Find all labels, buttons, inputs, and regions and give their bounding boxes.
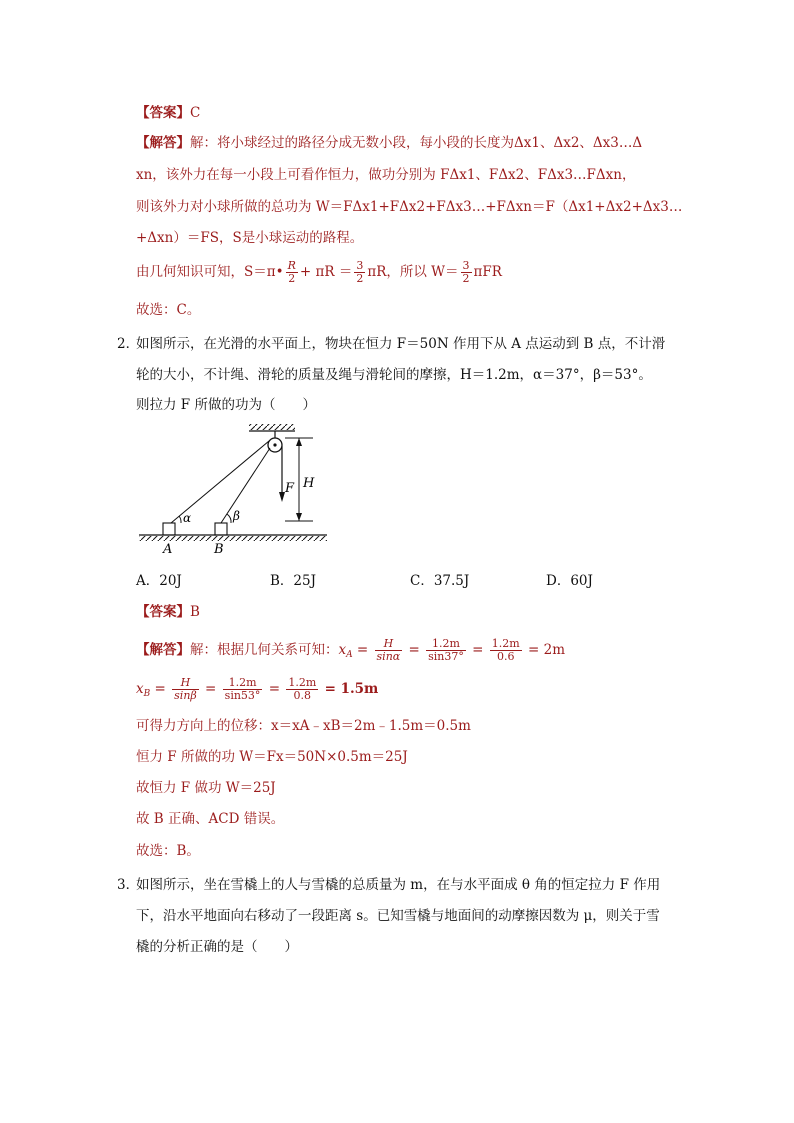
q1-final-answer: 故选：C。 — [136, 302, 201, 318]
q2-final-answer: 故选：B。 — [136, 843, 200, 859]
fraction: $\frac{H}{\sin\beta}$ — [174, 676, 197, 702]
q1-solution-line-2: xn，该外力在每一小段上可看作恒力，做功分别为 FΔx1、FΔx2、FΔx3…FΔxn， — [136, 167, 636, 183]
rope-to-b — [221, 448, 270, 523]
q3-stem-line-1: 如图所示，坐在雪橇上的人与雪橇的总质量为 m，在与水平面成 θ 角的恒定拉力 F 作用 — [136, 877, 661, 893]
q2-solution-line-5: 故恒力 F 做功 W＝25J — [136, 780, 276, 796]
q2-stem-line-2: 轮的大小，不计绳、滑轮的质量及绳与滑轮间的摩擦，H＝1.2m，α＝37°，β＝53°。 — [136, 367, 652, 383]
q1-solution-line-1: 【解答】解：将小球经过的路径分成无数小段，每小段的长度为Δx1、Δx2、Δx3…Δ — [136, 135, 643, 151]
q2-answer-line — [136, 602, 200, 622]
choice-b: B．25J — [270, 573, 317, 589]
q2-stem-line-1: 如图所示，在光滑的水平面上，物块在恒力 F＝50N 作用下从 A 点运动到 B 点，不计滑 — [136, 336, 666, 352]
alpha-label: α — [183, 511, 192, 525]
alpha-arc — [179, 516, 181, 523]
solution-tag: 【解答】 — [136, 642, 190, 658]
pulley-diagram — [135, 420, 335, 560]
fraction: $\frac{R}{2}$ — [287, 259, 296, 285]
answer-value: C — [190, 105, 201, 121]
q2-solution-line-6: 故 B 正确、ACD 错误。 — [136, 811, 285, 827]
fraction: $\frac{1.2m}{\sin 37^\circ}$ — [428, 637, 464, 663]
ground-hatch — [139, 536, 327, 541]
q1-solution-line-3: 则该外力对小球所做的总功为 W＝FΔx1+FΔx2+FΔx3…+FΔxn＝F（Δx1+Δx2+Δx3… — [136, 199, 683, 215]
q2-solution-line-3: 可得力方向上的位移：x＝xA﹣xB＝2m﹣1.5m＝0.5m — [136, 718, 471, 734]
h-arrow-up — [296, 438, 302, 446]
fraction: $\frac{1.2m}{0.6}$ — [491, 637, 520, 663]
fraction: $\frac{1.2m}{\sin 53^\circ}$ — [224, 676, 261, 702]
h-label: H — [303, 476, 315, 491]
beta-arc — [227, 514, 231, 523]
q3-stem-line-2: 下，沿水平地面向右移动了一段距离 s。已知雪橇与地面间的动摩擦因数为 μ，则关于雪 — [136, 908, 660, 924]
q1-solution-line-4: +Δxn）＝FS，S是小球运动的路程。 — [136, 230, 364, 246]
q2-number: 2． — [117, 336, 140, 352]
q2-solution-line-2: $x_B$ = $\frac{H}{\sin\beta}$ = $\frac{1.2m}{\sin 53^\circ}$ = $\frac{1.2m}{0.8}$ = 1.5m — [136, 676, 379, 702]
answer-tag: 【答案】 — [136, 105, 190, 121]
q2-stem-line-3: 则拉力 F 所做的功为（ ） — [136, 397, 316, 413]
choice-d: D．60J — [546, 573, 593, 589]
choice-a: A．20J — [136, 573, 182, 589]
block-a — [163, 523, 175, 535]
answer-value: B — [190, 604, 200, 620]
beta-label: β — [233, 509, 240, 523]
q3-number: 3． — [117, 877, 140, 893]
fraction: $\frac{3}{2}$ — [462, 259, 470, 285]
q2-solution-line-4: 恒力 F 所做的功 W＝Fx＝50N×0.5m＝25J — [136, 749, 408, 765]
point-a-label: A — [163, 542, 173, 557]
fraction: $\frac{1.2m}{0.8}$ — [288, 676, 317, 702]
pulley-axle — [273, 443, 276, 446]
fraction: $\frac{3}{2}$ — [356, 259, 364, 285]
choice-c: C．37.5J — [410, 573, 470, 589]
ceiling-hatch — [249, 424, 295, 430]
h-arrow-down — [296, 513, 302, 521]
q1-solution-line-5: 由几何知识可知，S＝π• $\frac{R}{2}$ + πR ＝ $\frac{3}{2}$ πR，所以 W＝ $\frac{3}{2}$ πFR — [136, 259, 502, 285]
answer-tag: 【答案】 — [136, 604, 190, 620]
f-label: F — [285, 481, 295, 496]
q2-solution-line-1: 【解答】解：根据几何关系可知：$x_A$ = $\frac{H}{\sin\alpha}$ = $\frac{1.2m}{\sin 37^\circ}$ = $\frac{1.2m}{0.6}$ = 2m — [136, 637, 566, 663]
q3-stem-line-3: 橇的分析正确的是（ ） — [136, 939, 298, 955]
solution-tag: 【解答】 — [136, 135, 190, 151]
q1-answer-line — [136, 103, 200, 123]
point-b-label: B — [214, 542, 224, 557]
block-b — [215, 523, 227, 535]
fraction: $\frac{H}{\sin\alpha}$ — [376, 637, 401, 663]
